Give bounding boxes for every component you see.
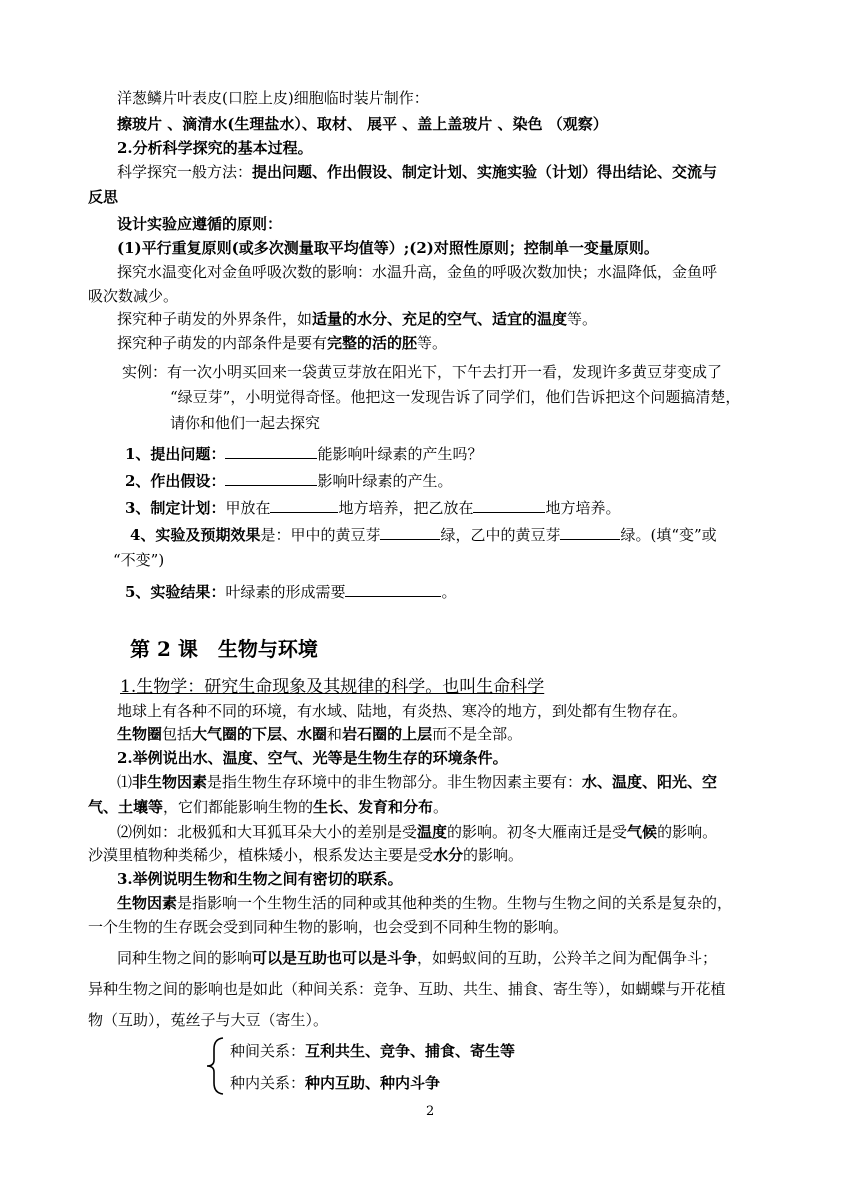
text-line (170, 387, 740, 407)
question-label: 3、制定计划： (125, 499, 226, 517)
line-text: 包括 (162, 725, 193, 743)
line-text: 2.分析科学探究的基本过程。 (117, 139, 313, 157)
line-text: 岩石圈的上层 (342, 725, 433, 743)
text-line (117, 214, 282, 234)
line-text: 。 (433, 798, 449, 816)
question-text: 地方培养，把乙放在 (338, 499, 474, 517)
text-line (88, 797, 448, 817)
text-line (117, 893, 732, 913)
text-line (117, 333, 447, 353)
text-line (117, 238, 659, 258)
line-text: 可以是互助也可以是斗争 (252, 949, 418, 967)
page-number (426, 1102, 434, 1122)
text-line (88, 845, 523, 865)
line-text: 物（互助），菟丝子与大豆（寄生）。 (88, 1011, 329, 1029)
line-text: 设计实验应遵循的原则： (117, 215, 283, 233)
question-4 (130, 524, 717, 545)
question-text: 影响叶绿素的产生。 (317, 472, 453, 490)
text-line (122, 362, 722, 382)
line-text: 气、土壤等 (88, 798, 164, 816)
line-text: 科学探究一般方法： (117, 163, 253, 181)
question-text: 。 (441, 583, 457, 601)
line-text: 探究水温变化对金鱼呼吸次数的影响：水温升高，金鱼的呼吸次数加快；水温降低，金鱼呼 (117, 263, 718, 281)
page-number-text: 2 (426, 1104, 435, 1119)
line-text: (1)平行重复原则(或多次测量取平均值等）;(2)对照性原则；控制单一变量原则。 (117, 239, 659, 257)
line-text: 种内关系： (230, 1074, 306, 1092)
text-line (117, 309, 597, 329)
answer-blank[interactable] (225, 443, 317, 459)
question-text: 绿，乙中的黄豆芽 (440, 526, 561, 544)
text-line (88, 1010, 328, 1030)
line-text: 水、温度、阳光、空 (582, 773, 718, 791)
line-text: ⑵例如：北极狐和大耳狐耳朵大小的差别是受 (117, 823, 418, 841)
curly-brace-icon (203, 1036, 227, 1096)
line-text: 探究种子萌发的外界条件，如 (117, 310, 313, 328)
relation-line (230, 1073, 440, 1093)
question-text: “不变”) (113, 551, 165, 569)
line-text: 生物因素 (117, 894, 178, 912)
line-text: 生物圈 (117, 725, 163, 743)
subheading (117, 138, 313, 158)
line-text: 的影响。初冬大雁南迁是受 (447, 823, 628, 841)
line-text: 擦玻片 、滴清水(生理盐水）、取材、 展平 、盖上盖玻片 、染色 （观察） (117, 115, 608, 133)
answer-blank[interactable] (380, 524, 440, 540)
answer-blank[interactable] (270, 497, 338, 513)
question-text: 绿。(填“变”或 (620, 526, 717, 544)
question-text: 是：甲中的黄豆芽 (260, 526, 381, 544)
question-label: 1、提出问题： (125, 445, 226, 463)
question-text: 地方培养。 (545, 499, 621, 517)
answer-blank[interactable] (560, 524, 620, 540)
line-text: 探究种子萌发的内部条件是要有 (117, 334, 328, 352)
text-line (117, 701, 687, 721)
answer-blank[interactable] (345, 581, 441, 597)
line-text: 洋葱鳞片叶表皮(口腔上皮)细胞临时装片制作： (117, 89, 429, 107)
line-text: 温度 (417, 823, 448, 841)
line-text: 1.生物学：研究生命现象及其规律的科学。也叫生命科学 (120, 677, 545, 697)
line-text: 沙漠里植物种类稀少，植株矮小，根系发达主要是受 (88, 846, 434, 864)
question-3 (125, 497, 621, 518)
text-line (170, 413, 320, 433)
line-text: 的影响。 (657, 823, 718, 841)
line-text: 2.举例说出水、温度、空气、光等是生物生存的环境条件。 (117, 749, 508, 767)
text-line (113, 550, 164, 570)
line-text: 地球上有各种不同的环境，有水域、陆地，有炎热、寒冷的地方，到处都有生物存在。 (117, 702, 688, 720)
line-text: 是指影响一个生物生活的同种或其他种类的生物。生物与生物之间的关系是复杂的， (177, 894, 733, 912)
line-text: 请你和他们一起去探究 (170, 414, 321, 432)
text-line (117, 724, 522, 744)
line-text: 同种生物之间的影响 (117, 949, 253, 967)
text-line (88, 286, 178, 306)
line-text: ，如蚂蚁间的互助，公羚羊之间为配偶争斗； (417, 949, 718, 967)
line-text: 反思 (88, 188, 119, 206)
question-text: 叶绿素的形成需要 (225, 583, 346, 601)
line-text: 第 2 课 生物与环境 (130, 637, 318, 661)
text-line (117, 262, 717, 282)
text-line (117, 822, 717, 842)
text-line (117, 162, 717, 182)
text-line (117, 114, 608, 134)
text-line (117, 948, 717, 968)
line-text: 互利共生、竞争、捕食、寄生等 (305, 1042, 516, 1060)
line-text: 一个生物的生存既会受到同种生物的影响，也会受到不同种生物的影响。 (88, 918, 569, 936)
line-text: ⑴ (117, 773, 133, 791)
subheading (120, 676, 544, 698)
subheading (117, 869, 403, 889)
line-text: 水分 (433, 846, 464, 864)
question-text: 甲放在 (225, 499, 271, 517)
line-text: 等。 (567, 310, 598, 328)
line-text: 种间关系： (230, 1042, 306, 1060)
line-text: 而不是全部。 (432, 725, 523, 743)
question-label: 2、作出假设： (125, 472, 226, 490)
question-5 (125, 581, 456, 602)
line-text: 吸次数减少。 (88, 287, 179, 305)
line-text: 的影响。 (463, 846, 524, 864)
line-text: 和 (327, 725, 343, 743)
text-line (88, 917, 568, 937)
line-text: 大气圈的下层、水圈 (192, 725, 328, 743)
section-title (130, 636, 318, 662)
line-text: 提出问题、作出假设、制定计划、实施实验（计划）得出结论、交流与 (252, 163, 718, 181)
question-1 (125, 443, 482, 464)
text-line (117, 772, 717, 792)
question-text: 能影响叶绿素的产生吗？ (317, 445, 483, 463)
question-label: 5、实验结果： (125, 583, 226, 601)
answer-blank[interactable] (225, 470, 317, 486)
line-text: 实例：有一次小明买回来一袋黄豆芽放在阳光下，下午去打开一看，发现许多黄豆芽变成了 (122, 363, 723, 381)
line-text: 适量的水分、充足的空气、适宜的温度 (312, 310, 568, 328)
text-line (88, 979, 726, 999)
line-text: 等。 (417, 334, 448, 352)
line-text: 异种生物之间的影响也是如此（种间关系：竞争、互助、共生、捕食、寄生等），如蝴蝶与开花植 (88, 980, 726, 998)
question-label: 4、实验及预期效果 (130, 526, 261, 544)
text-line (88, 187, 118, 207)
line-text: 生长、发育和分布 (313, 798, 434, 816)
line-text: 非生物因素 (132, 773, 208, 791)
line-text: 是指生物生存环境中的非生物部分。非生物因素主要有： (207, 773, 583, 791)
line-text: “绿豆芽”，小明觉得奇怪。他把这一发现告诉了同学们，他们告诉把这个问题搞清楚， (170, 388, 741, 406)
line-text: 3.举例说明生物和生物之间有密切的联系。 (117, 870, 403, 888)
line-text: 种内互助、种内斗争 (305, 1074, 441, 1092)
relation-line (230, 1041, 515, 1061)
subheading (117, 748, 508, 768)
line-text: ，它们都能影响生物的 (163, 798, 314, 816)
answer-blank[interactable] (473, 497, 545, 513)
question-2 (125, 470, 452, 491)
text-line (117, 88, 429, 108)
line-text: 气候 (627, 823, 658, 841)
line-text: 完整的活的胚 (327, 334, 418, 352)
